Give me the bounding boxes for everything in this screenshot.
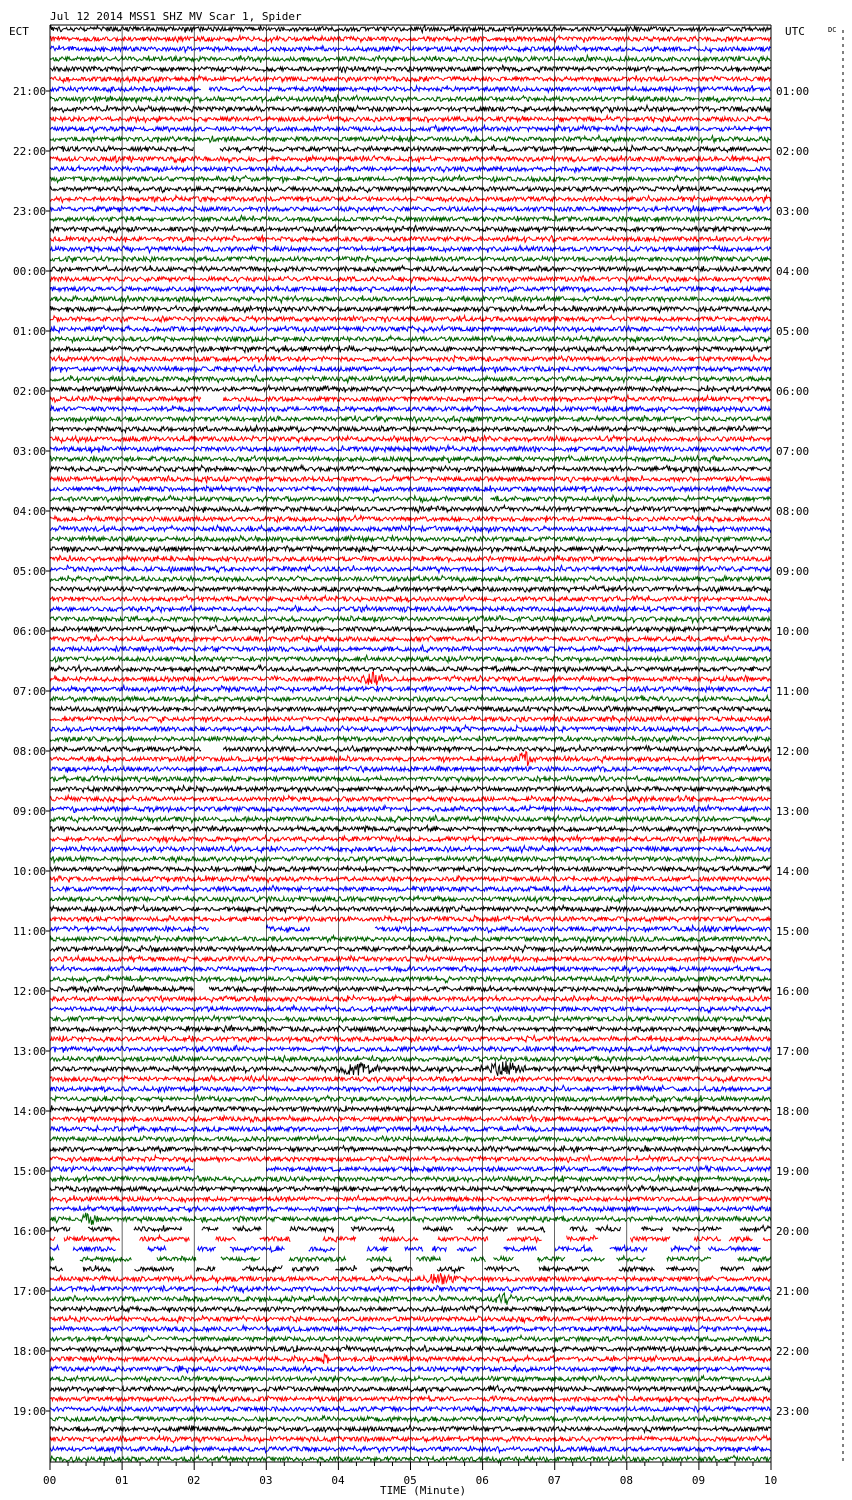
left-hour-label: 10:00 (13, 865, 47, 878)
left-hour-label: 18:00 (13, 1345, 47, 1358)
right-hour-label: 06:00 (776, 385, 810, 398)
x-tick-label: 04 (331, 1474, 345, 1487)
left-hour-label: 01:00 (13, 325, 47, 338)
right-hour-label: 21:00 (776, 1285, 810, 1298)
x-axis-title: TIME (Minute) (380, 1484, 467, 1497)
left-hour-label: 22:00 (13, 145, 47, 158)
left-hour-label: 05:00 (13, 565, 47, 578)
x-tick-label: 10 (764, 1474, 778, 1487)
right-hour-label: 09:00 (776, 565, 810, 578)
left-hour-label: 14:00 (13, 1105, 47, 1118)
left-hour-label: 03:00 (13, 445, 47, 458)
left-hour-label: 09:00 (13, 805, 47, 818)
right-hour-label: 01:00 (776, 85, 810, 98)
left-hour-label: 08:00 (13, 745, 47, 758)
right-hour-label: 17:00 (776, 1045, 810, 1058)
left-hour-ticks (13, 85, 50, 1418)
x-tick-label: 05 (403, 1474, 417, 1487)
x-tick-label: 06 (475, 1474, 489, 1487)
right-hour-label: 11:00 (776, 685, 810, 698)
right-hour-label: 02:00 (776, 145, 810, 158)
trace-line (50, 1246, 761, 1253)
right-hour-label: 07:00 (776, 445, 810, 458)
left-hour-label: 21:00 (13, 85, 47, 98)
x-tick-label: 03 (259, 1474, 273, 1487)
left-hour-label: 06:00 (13, 625, 47, 638)
left-hour-label: 13:00 (13, 1045, 47, 1058)
x-tick-label: 01 (115, 1474, 129, 1487)
left-hour-label: 04:00 (13, 505, 47, 518)
x-tick-label: 08 (619, 1474, 634, 1487)
left-hour-label: 12:00 (13, 985, 47, 998)
right-hour-label: 22:00 (776, 1345, 810, 1358)
left-hour-label: 23:00 (13, 205, 47, 218)
left-hour-label: 19:00 (13, 1405, 47, 1418)
right-hour-label: 05:00 (776, 325, 810, 338)
x-tick-label: 02 (187, 1474, 201, 1487)
right-hour-label: 10:00 (776, 625, 810, 638)
right-hour-label: 19:00 (776, 1165, 810, 1178)
left-hour-label: 17:00 (13, 1285, 47, 1298)
right-hour-label: 18:00 (776, 1105, 810, 1118)
x-tick-label: 07 (547, 1474, 561, 1487)
left-axis-label: ECT (9, 25, 29, 38)
right-hour-label: 12:00 (776, 745, 810, 758)
right-hour-label: 03:00 (776, 205, 810, 218)
chart-title: Jul 12 2014 MSS1 SHZ MV Scar 1, Spider (50, 10, 302, 23)
right-hour-label: 14:00 (776, 865, 810, 878)
right-hour-label: 13:00 (776, 805, 810, 818)
dc-label: DC (828, 26, 837, 34)
left-hour-label: 00:00 (13, 265, 47, 278)
left-hour-label: 16:00 (13, 1225, 47, 1238)
right-hour-label: 15:00 (776, 925, 810, 938)
right-hour-ticks (776, 85, 809, 1418)
x-tick-label: 00 (43, 1474, 57, 1487)
right-axis-label: UTC (785, 25, 805, 38)
right-hour-label: 16:00 (776, 985, 810, 998)
right-hour-label: 08:00 (776, 505, 810, 518)
left-hour-label: 07:00 (13, 685, 47, 698)
left-hour-label: 02:00 (13, 385, 47, 398)
left-hour-label: 11:00 (13, 925, 47, 938)
right-hour-label: 04:00 (776, 265, 810, 278)
left-hour-label: 15:00 (13, 1165, 47, 1178)
x-tick-label: 09 (691, 1474, 706, 1487)
right-hour-label: 20:00 (776, 1225, 810, 1238)
grid-lines (122, 25, 699, 1462)
right-hour-label: 23:00 (776, 1405, 810, 1418)
